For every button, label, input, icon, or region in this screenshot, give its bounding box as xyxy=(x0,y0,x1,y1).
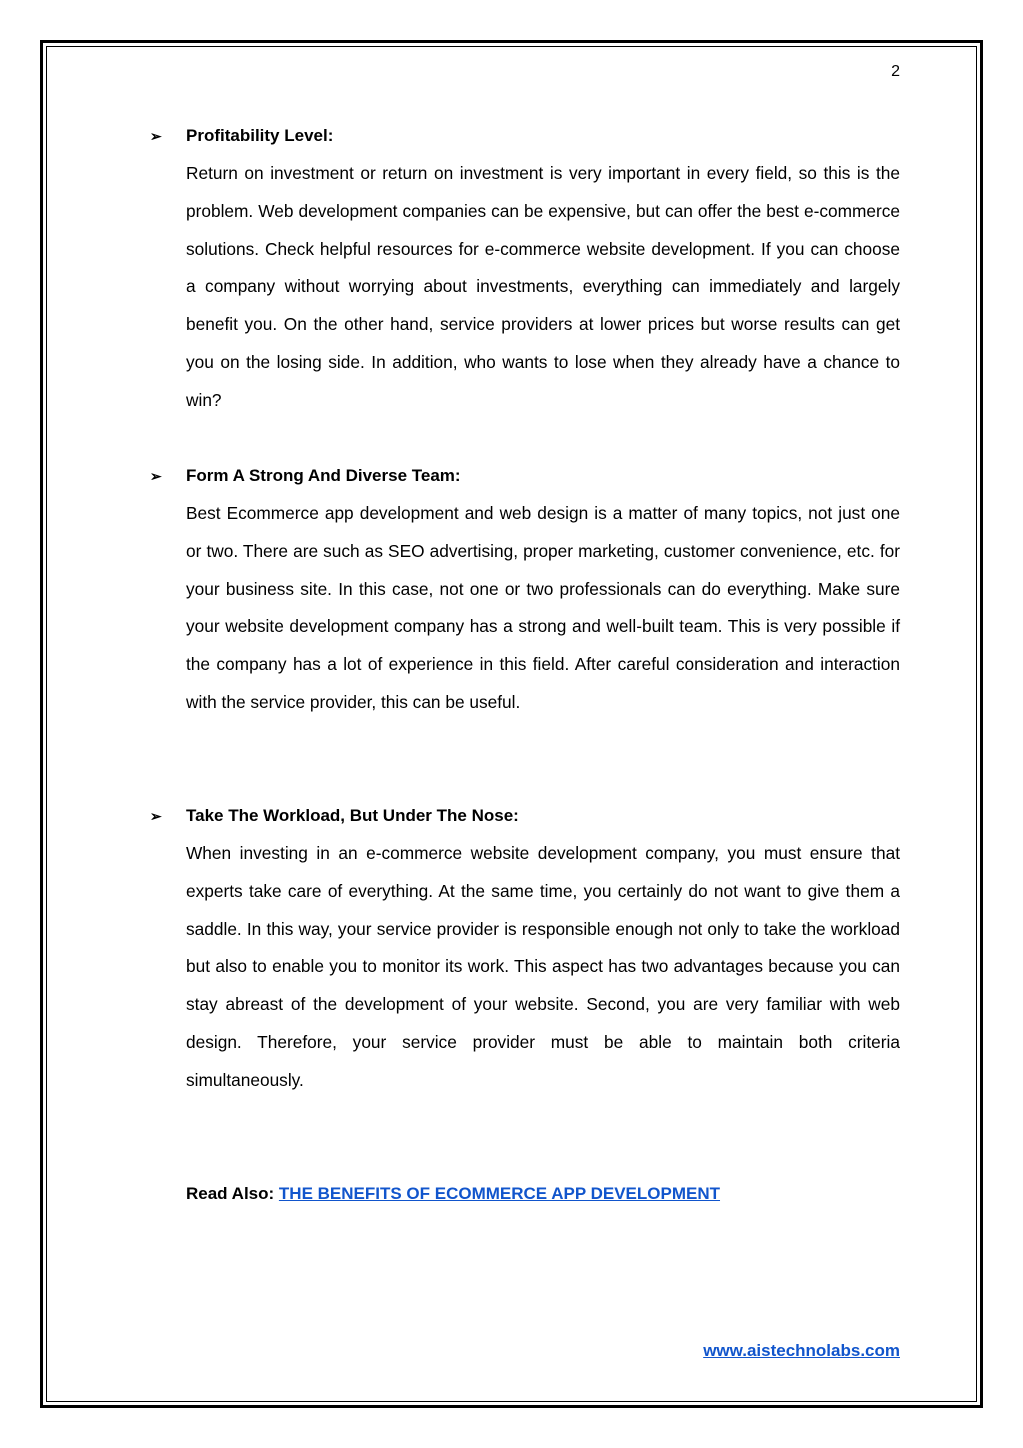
section-strong-diverse-team xyxy=(150,464,900,722)
read-also xyxy=(186,1182,720,1206)
arrowhead-bullet-icon: ➢ xyxy=(150,468,162,484)
section-paragraph: When investing in an e-commerce website development company, you must ensure that experts take care of everything. At the same time, you certainly do not want to give them a saddle. In this way, your service provider is responsible enough not only to take the workload but also to enable you to monitor its work. This aspect has two advantages because you can stay abreast of the development of your website. Second, you are very familiar with web design. Therefore, your service provider must be able to maintain both criteria simultaneously. xyxy=(186,843,900,1090)
section-profitability-level xyxy=(150,124,900,420)
read-also-link[interactable]: THE BENEFITS OF ECOMMERCE APP DEVELOPMENT xyxy=(278,1184,721,1203)
section-heading: Take The Workload, But Under The Nose: xyxy=(186,806,519,825)
section-heading: Form A Strong And Diverse Team: xyxy=(186,466,461,485)
footer-website-link[interactable]: www.aistechnolabs.com xyxy=(703,1341,900,1360)
read-also-label: Read Also: xyxy=(186,1184,275,1203)
section-paragraph: Best Ecommerce app development and web design is a matter of many topics, not just one or two. There are such as SEO advertising, proper marketing, customer convenience, etc. for your business site. In this case, not one or two professionals can do everything. Make sure your website development company has a strong and well-built team. This is very possible if the company has a lot of experience in this field. After careful consideration and interaction with the service provider, this can be useful. xyxy=(186,503,900,712)
section-heading: Profitability Level: xyxy=(186,126,334,145)
arrowhead-bullet-icon: ➢ xyxy=(150,808,162,824)
section-take-workload xyxy=(150,804,900,1100)
page-number: 2 xyxy=(891,63,900,80)
arrowhead-bullet-icon: ➢ xyxy=(150,128,162,144)
section-paragraph: Return on investment or return on investment is very important in every field, so this is the problem. Web development companies can be expensive, but can offer the best e-commerce solutions. Check helpful resources for e-commerce website development. If you can choose a company without worrying about investments, everything can immediately and largely benefit you. On the other hand, service providers at lower prices but worse results can get you on the losing side. In addition, who wants to lose when they already have a chance to win? xyxy=(186,163,900,410)
